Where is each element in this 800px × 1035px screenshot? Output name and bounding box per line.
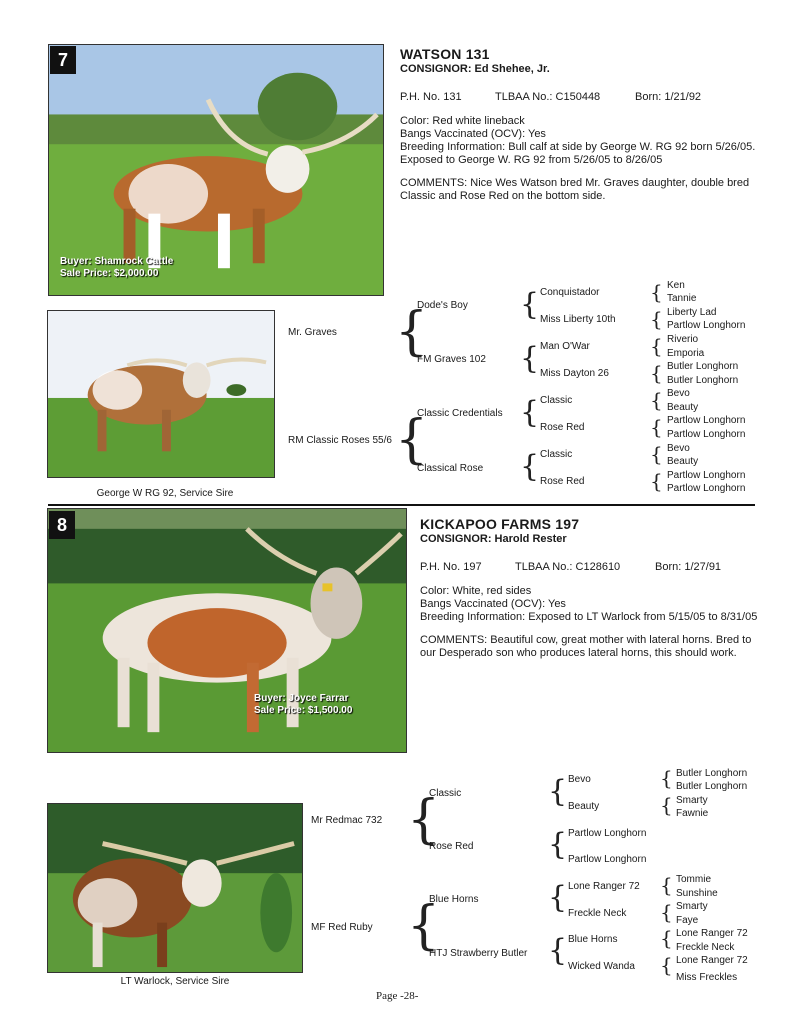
pedigree-g3: Classic — [540, 449, 573, 460]
comments: COMMENTS: Beautiful cow, great mother with lateral horns. Bred to our Desperado son who produces lateral horns, this should work. — [420, 634, 752, 659]
registration-row — [400, 91, 756, 103]
pedigree-g4: Butler Longhorn — [676, 768, 748, 779]
pedigree-g2: Blue Horns — [429, 894, 479, 905]
born-date: Born: 1/27/91 — [655, 561, 722, 573]
pedigree-g4: Emporia — [667, 348, 705, 359]
pedigree-g4: Butler Longhorn — [667, 361, 739, 372]
pedigree-g3: Rose Red — [540, 476, 585, 487]
pedigree-g4: Partlow Longhorn — [667, 483, 746, 494]
pedigree-g3: Lone Ranger 72 — [568, 881, 640, 892]
lot8-details — [420, 516, 758, 660]
sire-caption: George W RG 92, Service Sire — [96, 488, 234, 499]
pedigree-g3: Man O'War — [540, 341, 590, 352]
pedigree-g4: Riverio — [667, 334, 699, 345]
buyer-text: Buyer: Joyce Farrar — [254, 693, 349, 704]
lot7-details — [400, 46, 756, 203]
buyer-caption — [254, 693, 352, 717]
pedigree-g4: Ken — [667, 280, 685, 291]
pedigree-g2: HTJ Strawberry Butler — [429, 948, 528, 959]
animal-name: WATSON 131 — [400, 46, 490, 62]
pedigree-g4: Bevo — [667, 388, 690, 399]
pedigree-g4: Beauty — [667, 402, 699, 413]
bangs-text: Bangs Vaccinated (OCV): Yes — [400, 128, 546, 140]
sale-price-text: Sale Price: $1,500.00 — [254, 705, 353, 716]
pedigree-g4: Fawnie — [676, 808, 709, 819]
brace: { — [650, 442, 663, 466]
comments: COMMENTS: Nice Wes Watson bred Mr. Graves daughter, double bred Classic and Rose Red on the bottom side. — [400, 177, 750, 202]
brace: { — [407, 896, 441, 956]
pedigree-g4: Bevo — [667, 443, 690, 454]
lot-number-badge: 8 — [49, 511, 75, 539]
pedigree-g4: Liberty Lad — [667, 307, 717, 318]
registration-row — [420, 561, 758, 573]
breeding-info: Breeding Information: Exposed to LT Warlock from 5/15/05 to 8/31/05 — [420, 611, 758, 623]
pedigree-g3: Rose Red — [540, 422, 585, 433]
pedigree-g3: Miss Dayton 26 — [540, 368, 609, 379]
pedigree-g2: FM Graves 102 — [417, 354, 486, 365]
pedigree-g3: Partlow Longhorn — [568, 854, 647, 865]
lot8-main-photo — [47, 508, 407, 753]
tlbaa-number: TLBAA No.: C128610 — [515, 561, 621, 573]
brace: { — [660, 873, 673, 897]
brace: { — [660, 926, 673, 950]
pedigree-g4: Miss Freckles — [676, 972, 738, 983]
color-text: Color: Red white lineback — [400, 115, 525, 127]
pedigree-g4: Butler Longhorn — [667, 375, 739, 386]
brace: { — [650, 469, 663, 493]
section-divider — [48, 504, 755, 506]
pedigree-sire: Mr Redmac 732 — [311, 815, 383, 826]
pedigree-g3: Beauty — [568, 801, 600, 812]
breeding-info: Breeding Information: Bull calf at side by George W. RG 92 born 5/26/05. Exposed to George W. RG 92 from 5/26/05 to 8/26/05 — [400, 141, 756, 166]
animal-name: KICKAPOO FARMS 197 — [420, 516, 580, 532]
brace: { — [548, 827, 568, 862]
lot-number-badge: 7 — [50, 46, 76, 74]
brace: { — [650, 334, 663, 358]
brace: { — [520, 287, 540, 322]
brace: { — [650, 307, 663, 331]
brace: { — [520, 341, 540, 376]
buyer-text: Buyer: Shamrock Cattle — [60, 256, 174, 267]
color-text: Color: White, red sides — [420, 585, 532, 597]
consignor: CONSIGNOR: Ed Shehee, Jr. — [400, 63, 550, 75]
pedigree-g4: Sunshine — [676, 888, 718, 899]
brace: { — [395, 410, 429, 470]
pedigree-g3: Wicked Wanda — [568, 961, 635, 972]
tlbaa-number: TLBAA No.: C150448 — [495, 91, 601, 103]
brace: { — [660, 953, 673, 977]
pedigree-g4: Faye — [676, 915, 699, 926]
born-date: Born: 1/21/92 — [635, 91, 702, 103]
pedigree-g3: Freckle Neck — [568, 908, 627, 919]
pedigree-g3: Partlow Longhorn — [568, 828, 647, 839]
pedigree-g3: Classic — [540, 395, 573, 406]
brace: { — [650, 415, 663, 439]
pedigree-g2: Rose Red — [429, 841, 474, 852]
brace: { — [660, 900, 673, 924]
pedigree-g4: Partlow Longhorn — [667, 470, 746, 481]
lot8-sire-photo — [47, 803, 303, 973]
pedigree-g4: Freckle Neck — [676, 942, 735, 953]
pedigree-g4: Tommie — [676, 874, 712, 885]
pedigree-g2: Classic — [429, 788, 462, 799]
pedigree-sire: Mr. Graves — [288, 327, 337, 338]
pedigree-g4: Partlow Longhorn — [667, 429, 746, 440]
pedigree-g4: Lone Ranger 72 — [676, 928, 748, 939]
pedigree-dam: RM Classic Roses 55/6 — [288, 435, 392, 446]
brace: { — [520, 449, 540, 484]
sire-caption: LT Warlock, Service Sire — [120, 976, 230, 987]
pedigree-g4: Beauty — [667, 456, 699, 467]
brace: { — [548, 880, 568, 915]
pedigree-g4: Smarty — [676, 795, 708, 806]
sale-price-text: Sale Price: $2,000.00 — [60, 268, 159, 279]
pedigree-g3: Blue Horns — [568, 934, 618, 945]
brace: { — [407, 790, 441, 850]
pedigree-g2: Classic Credentials — [417, 408, 503, 419]
brace: { — [650, 388, 663, 412]
pedigree-g4: Tannie — [667, 293, 697, 304]
pedigree-g4: Partlow Longhorn — [667, 415, 746, 426]
pedigree-dam: MF Red Ruby — [311, 922, 373, 933]
bangs-text: Bangs Vaccinated (OCV): Yes — [420, 598, 566, 610]
consignor: CONSIGNOR: Harold Rester — [420, 533, 567, 545]
brace: { — [650, 280, 663, 304]
brace: { — [660, 793, 673, 817]
longhorn-bull-image — [48, 804, 302, 972]
pedigree-g2: Dode's Boy — [417, 300, 468, 311]
pedigree-g3: Bevo — [568, 774, 591, 785]
pedigree-g3: Miss Liberty 10th — [540, 314, 616, 325]
pedigree-g4: Partlow Longhorn — [667, 320, 746, 331]
pedigree-g4: Smarty — [676, 901, 708, 912]
brace: { — [660, 766, 673, 790]
ph-number: P.H. No. 131 — [400, 91, 462, 103]
lot7-sire-photo — [47, 310, 275, 478]
pedigree-g4: Lone Ranger 72 — [676, 955, 748, 966]
pedigree-g4: Butler Longhorn — [676, 781, 748, 792]
buyer-caption — [60, 256, 173, 280]
brace: { — [548, 774, 568, 809]
pedigree-g3: Conquistador — [540, 287, 600, 298]
brace: { — [548, 933, 568, 968]
ph-number: P.H. No. 197 — [420, 561, 482, 573]
brace: { — [395, 302, 429, 362]
longhorn-bull-image — [48, 311, 274, 477]
page-number: Page -28- — [376, 990, 419, 1002]
brace: { — [650, 361, 663, 385]
brace: { — [520, 395, 540, 430]
pedigree-g2: Classical Rose — [417, 463, 484, 474]
